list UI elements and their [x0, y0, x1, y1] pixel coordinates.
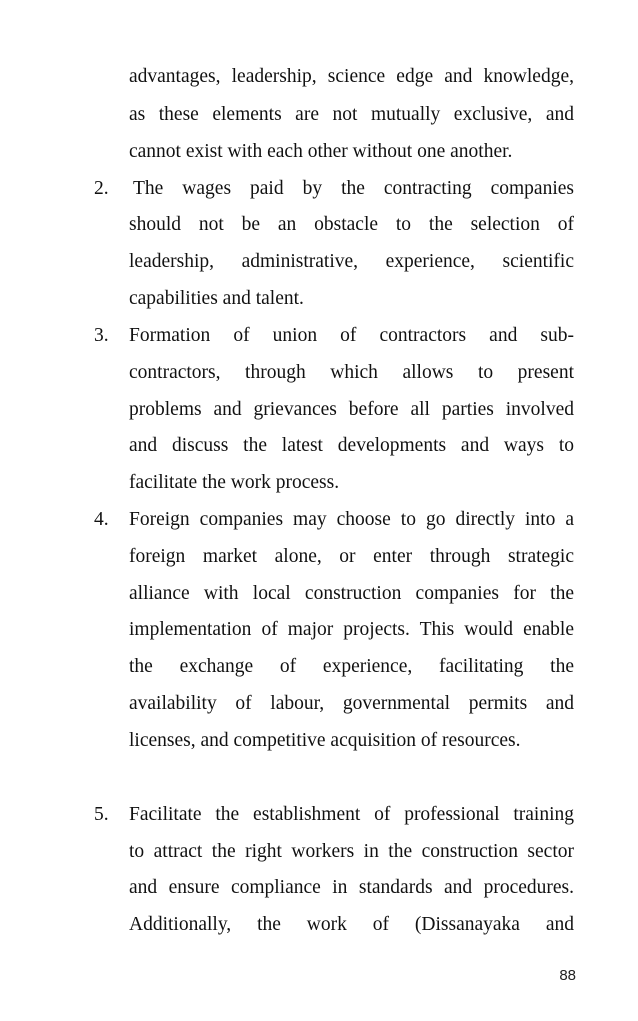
list-item-line: should not be an obstacle to the selection of — [129, 214, 574, 235]
list-item-number: 4. — [94, 509, 109, 530]
list-item-line: foreign market alone, or enter through strategic — [129, 546, 574, 567]
list-item-line: The wages paid by the contracting companies — [133, 178, 574, 199]
list-item-line: the exchange of experience, facilitating the — [129, 656, 574, 677]
list-item-line: capabilities and talent. — [129, 288, 304, 309]
list-item-line: Foreign companies may choose to go directly into a — [129, 509, 574, 530]
list-item-line: availability of labour, governmental permits and — [129, 693, 574, 714]
list-item-number: 3. — [94, 325, 109, 346]
list-item-line: Formation of union of contractors and sub- — [129, 325, 574, 346]
list-item-line: facilitate the work process. — [129, 472, 340, 493]
list-item-number: 2. — [94, 178, 109, 199]
list-item-line: contractors, through which allows to present — [129, 362, 574, 383]
page-number: 88 — [559, 967, 576, 984]
list-item-line: to attract the right workers in the construction sector — [129, 841, 574, 862]
list-item-line: leadership, administrative, experience, scientific — [129, 251, 574, 272]
paragraph-line: advantages, leadership, science edge and knowledge, — [129, 66, 574, 87]
list-item-line: licenses, and competitive acquisition of resources. — [129, 730, 521, 751]
list-item-line: Facilitate the establishment of professional training — [129, 804, 574, 825]
list-item-number: 5. — [94, 804, 109, 825]
list-item-line: and ensure compliance in standards and procedures. — [129, 877, 574, 898]
list-item-line: alliance with local construction companies for the — [129, 583, 574, 604]
list-item-line: problems and grievances before all parties involved — [129, 399, 574, 420]
paragraph-line: cannot exist with each other without one another. — [129, 141, 513, 162]
list-item-line: Additionally, the work of (Dissanayaka and — [129, 914, 574, 935]
list-item-line: and discuss the latest developments and ways to — [129, 435, 574, 456]
paragraph-line: as these elements are not mutually exclusive, and — [129, 104, 574, 125]
list-item-line: implementation of major projects. This would enable — [129, 619, 574, 640]
